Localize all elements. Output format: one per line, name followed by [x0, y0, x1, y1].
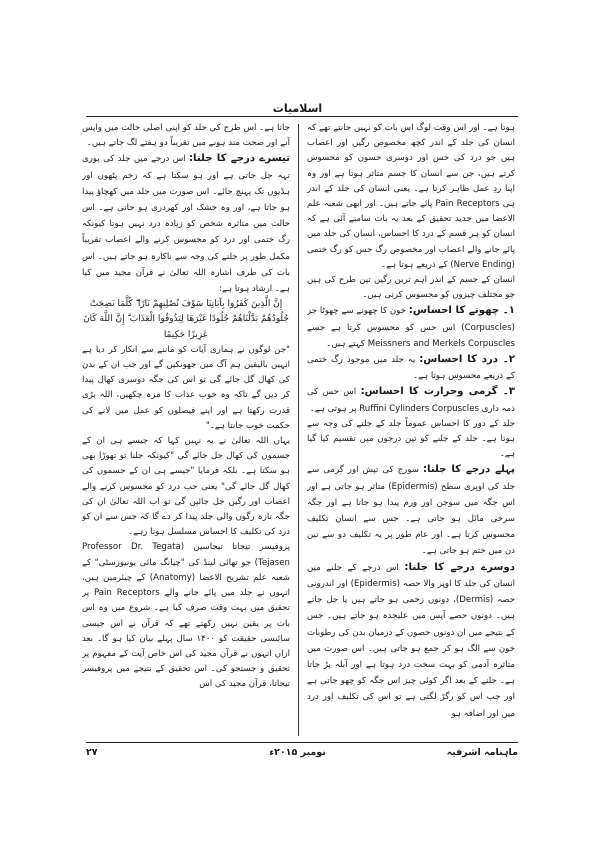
- footer-rule: [86, 742, 518, 743]
- section-paragraph: [307, 462, 515, 559]
- section-heading: تیسرے درجے کا جلنا:: [188, 153, 290, 165]
- section-paragraph: [307, 384, 515, 416]
- body-paragraph: "جن لوگوں نے ہماری آیات کو ماننے سے انکار کر دیا ہے انہیں بالیقین ہم آگ میں جھونکیں گے اور جب ان کے بدن کی کھال گل جائے گی تو اس کی جگہ دوسری کھال پیدا کر دیں گے تاکہ وہ خوب عذاب کا مزہ چکھیں، اللہ بڑی قدرت رکھتا ہے اور اپنے فیصلوں کو عمل میں لانے کی حکمت خوب جانتا ہے۔": [82, 344, 290, 431]
- issue-date: نومبر ۲۰۱۵ء: [269, 747, 326, 758]
- section-heading: ۱۔ چھونے کا احساس:: [408, 305, 515, 317]
- section-paragraph: [307, 303, 515, 352]
- page-number: ۲۷: [86, 747, 98, 758]
- page-title: اسلامیات: [272, 102, 323, 115]
- section-heading: ۳۔ گرمی وحرارت کا احساس:: [360, 386, 515, 398]
- section-text: اس درجے کے جلنے میں انسان کی جلد کا اوپر والا حصہ (Epidermis) اور اندرونی حصہ (Dermis)، دونوں زخمی ہو جاتے ہیں یا جل جاتے ہیں۔ دونوں حصے آپس میں علیحدہ ہو جاتے ہیں۔ جس کے نتیجے میں ان دونوں حصوں کے درمیان بدن کی رطوبات خون سے الگ ہو کر جمع ہو جاتی ہیں۔ اس صورت میں متاثرہ آدمی کو بہت سخت درد ہوتا ہے اور آبلہ پڑ جاتا ہے۔ جلنے کے بعد اگر کوئی چیز اس جگہ کو چھو جاتی ہے اور جب اس کو رگڑ لگتی ہے تو اس کی تکلیف اور درد میں اور اضافہ ہو: [307, 562, 515, 719]
- section-text: یہ جلد میں موجود رگ ختمی کے ذریعے محسوس ہوتا ہے۔: [307, 355, 515, 382]
- section-text: اس درجے میں جلد کی پوری تہہ جل جاتی ہے اور ہو سکتا ہے کہ زخم پٹھوں اور ہڈیوں تک پہنچ جائے۔ اس صورت میں جلد میں کھچاؤ پیدا ہو جاتا ہے، اور وہ خشک اور کھردری ہو جاتی ہے۔ اس حالت میں متاثرہ شخص کو زیادہ درد نہیں ہوتا کیونکہ رگ ختمی اور درد کو محسوس کرنے والے اعصاب تقریباً مکمل طور پر جلنے کی وجہ سے ناکارہ ہو جاتے ہیں۔ اس بات کی طرف اشارہ اللہ تعالیٰ نے قرآن مجید میں کیا ہے۔ ارشاد ہوتا ہے:: [82, 154, 290, 295]
- section-heading: ۲۔ درد کا احساس:: [419, 354, 515, 366]
- quran-verse: إِنَّ الَّذِينَ كَفَرُوا بِآيَاتِنَا سَوْفَ نُصْلِيهِمْ نَارًا ۖ كُلَّمَا نَضِجَتْ جُلُودُهُمْ بَدَّلْنَاهُمْ جُلُودًا غَيْرَهَا لِيَذُوقُوا الْعَذَابَ ۗ إِنَّ اللَّهَ كَانَ عَزِيزًا حَكِيمًا: [83, 299, 289, 340]
- body-paragraph: ہوتا ہے۔ اور اس وقت لوگ اس بات کو نہیں جانتے تھے کہ انسان کی جلد کے اندر کچھ مخصوص رگیں اور اعصاب ہیں جو درد کی حس اور دوسری حسوں کو محسوس کرتے ہیں، جن سے انسان کا جسم متاثر ہوتا ہے اور وہ اپنا ردِ عمل ظاہر کرتا ہے۔ یعنی انسان کی جلد کے اندر ہی Pain Receptors پائے جاتے ہیں۔ اور ابھی شعبہ علم الاعضا میں جدید تحقیق کے بعد یہ بات سامنے آئی ہے کہ انسان کو ہر قسم کے درد کا احساس، انسان کی جلد میں پائے جانے والے اعصاب اور مخصوص رگ حس کو رگ ختمی (Nerve Ending) کے ذریعے ہوتا ہے۔: [307, 123, 515, 270]
- section-paragraph: [307, 352, 515, 384]
- header-rule: [86, 116, 518, 117]
- body-paragraph: یہاں اللہ تعالیٰ نے یہ نہیں کہا کہ جیسے ہی ان کے جسموں کی کھال جل جائے گی "کیونکہ جلنا تو تھوڑا بھی ہو سکتا ہے۔ بلکہ فرمایا "جیسے ہی ان کے جسموں کی کھال گل جائے گی" یعنی جب درد کو محسوس کرنے والے اعصاب اور رگیں جل جائیں گی تو اب اللہ تعالیٰ ان کی جگہ تازہ رگوں والی جلد پیدا کر دے گا کہ جس سے ان کو درد کی تکلیف کا احساس مسلسل ہوتا رہے۔: [82, 436, 290, 538]
- body-paragraph: جاتا ہے۔ اس طرح کی جلد کو اپنی اصلی حالت میں واپس آنے اور صحت مند ہونے میں تقریباً دو ہفتے لگ جاتے ہیں۔: [82, 123, 290, 149]
- body-paragraph: پروفیسر تیجاتا تیجاسین (Professor Dr. Tegata Tejasen) جو تھائی لینڈ کی "چیانگ مائی یونیورسٹی" کے شعبہ علم تشریح الاعضا (Anatomy) کے چیئرمین ہیں، انہوں نے جلد میں پائے جانے والے Pain Receptors پر تحقیق میں بہت وقت صرف کیا ہے۔ شروع میں وہ اس بات پر یقین نہیں رکھتے تھے کہ قرآن نے اس جیسی سائنسی حقیقت کو ۱۴۰۰ سال پہلے بیان کیا ہو گا۔ بعد ازاں انہوں نے قرآن مجید کی اس خاص آیت کے مفہوم پر تحقیق و جستجو کی۔ اس تحقیق کے نتیجے میں پروفیسر تیجاتا، قرآن مجید کی اس: [82, 542, 290, 690]
- section-heading: پہلے درجے کا جلنا:: [422, 464, 515, 476]
- section-text: اس حس کی ذمہ داری Ruffini Cylinders Corpuscles پر ہوتی ہے۔: [307, 387, 515, 414]
- section-heading: دوسرے درجے کا جلنا:: [404, 561, 515, 573]
- body-paragraph: جلد کے دور کا احساس عموماً جلد کے جلنے کی وجہ سے ہوتا ہے۔ جلد کے جلنے کو تین درجوں میں تقسیم کیا گیا ہے۔: [307, 418, 515, 460]
- section-text: خون کا چھونے سے چھوٹا جز (Corpuscles) اس حس کو محسوس کرتا ہے جسے Meissners and Merkels Corpuscles کہتے ہیں۔: [307, 306, 515, 349]
- left-column: [82, 121, 290, 737]
- magazine-name: ماہنامہ اشرفیہ: [446, 747, 518, 758]
- body-paragraph: انسان کے جسم کے اندر اہم ترین رگیں تین طرح کی ہیں جو مختلف چیزوں کو محسوس کرتی ہیں۔: [307, 275, 515, 301]
- section-paragraph: [307, 560, 515, 722]
- section-paragraph: [82, 151, 290, 297]
- column-divider: [298, 124, 299, 736]
- right-column: [307, 121, 515, 737]
- section-text: سورج کی تپش اور گرمی سے جلد کی اوپری سطح (Epidermis) متاثر ہو جاتی ہے اور اس جگہ میں سوجن اور ورم پیدا ہو جاتا ہے اور جگہ سرخی مائل ہو جاتی ہے۔ جس سے انسان تکلیف محسوس کرتا ہے۔ اور عام طور پر یہ تکلیف دو سے تین دن میں ختم ہو جاتی ہے۔: [307, 465, 515, 557]
